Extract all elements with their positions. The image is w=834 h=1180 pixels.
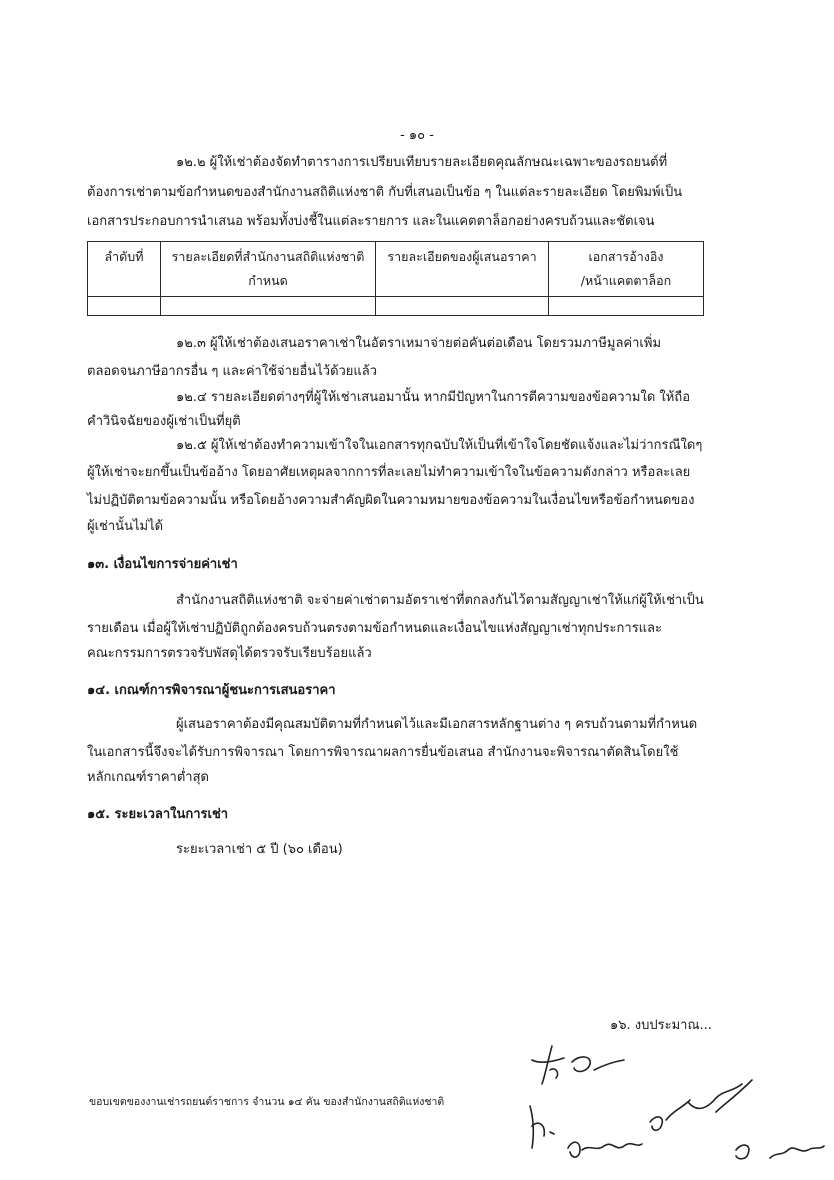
section-13-heading: ๑๓. เงื่อนไขการจ่ายค่าเช่า: [87, 557, 238, 572]
header-cell-agency-spec: [161, 242, 376, 297]
signature-5: [736, 1145, 824, 1159]
table-row: [88, 297, 704, 316]
section-13-line-2: รายเดือน เมื่อผู้ให้เช่าปฏิบัติถูกต้องครบถ้วนตรงตามข้อกำหนดและเงื่อนไขแห่งสัญญาเช่าทุกประการและ: [87, 621, 663, 636]
clause-12-5-line-3: ไม่ปฏิบัติตามข้อความนั้น หรือโดยอ้างความสำคัญผิดในความหมายของข้อความในเงื่อนไขหรือข้อกำหนดของ: [87, 493, 695, 508]
header-order-line-1: ลำดับที่: [104, 249, 144, 264]
section-15-line-1: ระยะเวลาเช่า ๕ ปี (๖๐ เดือน): [176, 842, 343, 857]
footer-note: ขอบเขตของงานเช่ารถยนต์ราชการ จำนวน ๑๔ คัน ของสำนักงานสถิติแห่งชาติ: [89, 1096, 445, 1108]
clause-12-3-line-1: ๑๒.๓ ผู้ให้เช่าต้องเสนอราคาเช่าในอัตราเหมาจ่ายต่อคันต่อเดือน โดยรวมภาษีมูลค่าเพิ่ม: [176, 336, 662, 351]
table-cell: [161, 297, 376, 316]
section-13-line-3: คณะกรรมการตรวจรับพัสดุได้ตรวจรับเรียบร้อยแล้ว: [87, 646, 372, 661]
signature-4: [650, 1080, 752, 1130]
table-header-row: [88, 242, 704, 297]
clause-12-5-line-1: ๑๒.๕ ผู้ให้เช่าต้องทำความเข้าใจในเอกสารทุกฉบับให้เป็นที่เข้าใจโดยชัดแจ้งและไม่ว่ากรณีใดๆ: [176, 438, 703, 453]
clause-12-4-line-1: ๑๒.๔ รายละเอียดต่างๆที่ผู้ให้เช่าเสนอมานั้น หากมีปัญหาในการตีความของข้อความใด ให้ถือ: [176, 390, 690, 405]
table-cell: [376, 297, 549, 316]
header-cell-bidder-spec: [376, 242, 549, 297]
section-14-line-3: หลักเกณฑ์ราคาต่ำสุด: [87, 770, 209, 785]
table-cell: [549, 297, 704, 316]
comparison-table: [87, 241, 704, 316]
header-bidder-spec-line-1: รายละเอียดของผู้เสนอราคา: [387, 249, 537, 264]
clause-12-2-line-3: เอกสารประกอบการนำเสนอ พร้อมทั้งบ่งชี้ในแต่ละรายการ และในแคตตาล็อกอย่างครบถ้วนและชัดเจน: [87, 214, 655, 229]
signature-3: [568, 1142, 642, 1157]
continuation-text: ๑๖. งบประมาณ...: [610, 1018, 712, 1033]
clause-12-4-line-2: คำวินิจฉัยของผู้เช่าเป็นที่ยุติ: [87, 414, 241, 429]
header-reference-line-1: เอกสารอ้างอิง: [588, 249, 664, 264]
signature-2: [530, 1106, 554, 1148]
clause-12-3-line-2: ตลอดจนภาษีอากรอื่น ๆ และค่าใช้จ่ายอื่นไว้ด้วยแล้ว: [87, 364, 378, 379]
header-agency-spec-line-1: รายละเอียดที่สำนักงานสถิติแห่งชาติ: [171, 249, 365, 264]
header-cell-order: [88, 242, 161, 297]
signature-1: [532, 1046, 624, 1084]
header-cell-reference: [549, 242, 704, 297]
header-reference-line-2: /หน้าแคตตาล็อก: [580, 273, 672, 288]
section-15-heading: ๑๕. ระยะเวลาในการเช่า: [87, 807, 229, 822]
handwritten-signatures: [520, 1040, 830, 1175]
clause-12-5-line-2: ผู้ให้เช่าจะยกขึ้นเป็นข้ออ้าง โดยอาศัยเหตุผลจากการที่ละเลยไม่ทำความเข้าใจในข้อความดังกล่าว หรือละเลย: [87, 465, 691, 480]
table-cell: [88, 297, 161, 316]
clause-12-2-line-1: ๑๒.๒ ผู้ให้เช่าต้องจัดทำตารางการเปรียบเทียบรายละเอียดคุณลักษณะเฉพาะของรถยนต์ที่: [176, 155, 668, 170]
clause-12-2-line-2: ต้องการเช่าตามข้อกำหนดของสำนักงานสถิติแห่งชาติ กับที่เสนอเป็นข้อ ๆ ในแต่ละรายละเอียด โดยพิมพ์เป็น: [87, 185, 683, 200]
clause-12-5-line-4: ผู้เช่านั้นไม่ได้: [87, 519, 164, 534]
section-14-heading: ๑๔. เกณฑ์การพิจารณาผู้ชนะการเสนอราคา: [87, 683, 336, 698]
section-14-line-2: ในเอกสารนี้จึงจะได้รับการพิจารณา โดยการพิจารณาผลการยื่นข้อเสนอ สำนักงานจะพิจารณาตัดสินโดยใช้: [87, 745, 679, 760]
header-agency-spec-line-2: กำหนด: [248, 273, 288, 288]
section-13-line-1: สำนักงานสถิติแห่งชาติ จะจ่ายค่าเช่าตามอัตราเช่าที่ตกลงกันไว้ตามสัญญาเช่าให้แก่ผู้ให้เช่าเป็น: [176, 593, 704, 608]
section-14-line-1: ผู้เสนอราคาต้องมีคุณสมบัติตามที่กำหนดไว้และมีเอกสารหลักฐานต่าง ๆ ครบถ้วนตามที่กำหนด: [176, 717, 698, 732]
page-number: - ๑๐ -: [400, 128, 434, 143]
